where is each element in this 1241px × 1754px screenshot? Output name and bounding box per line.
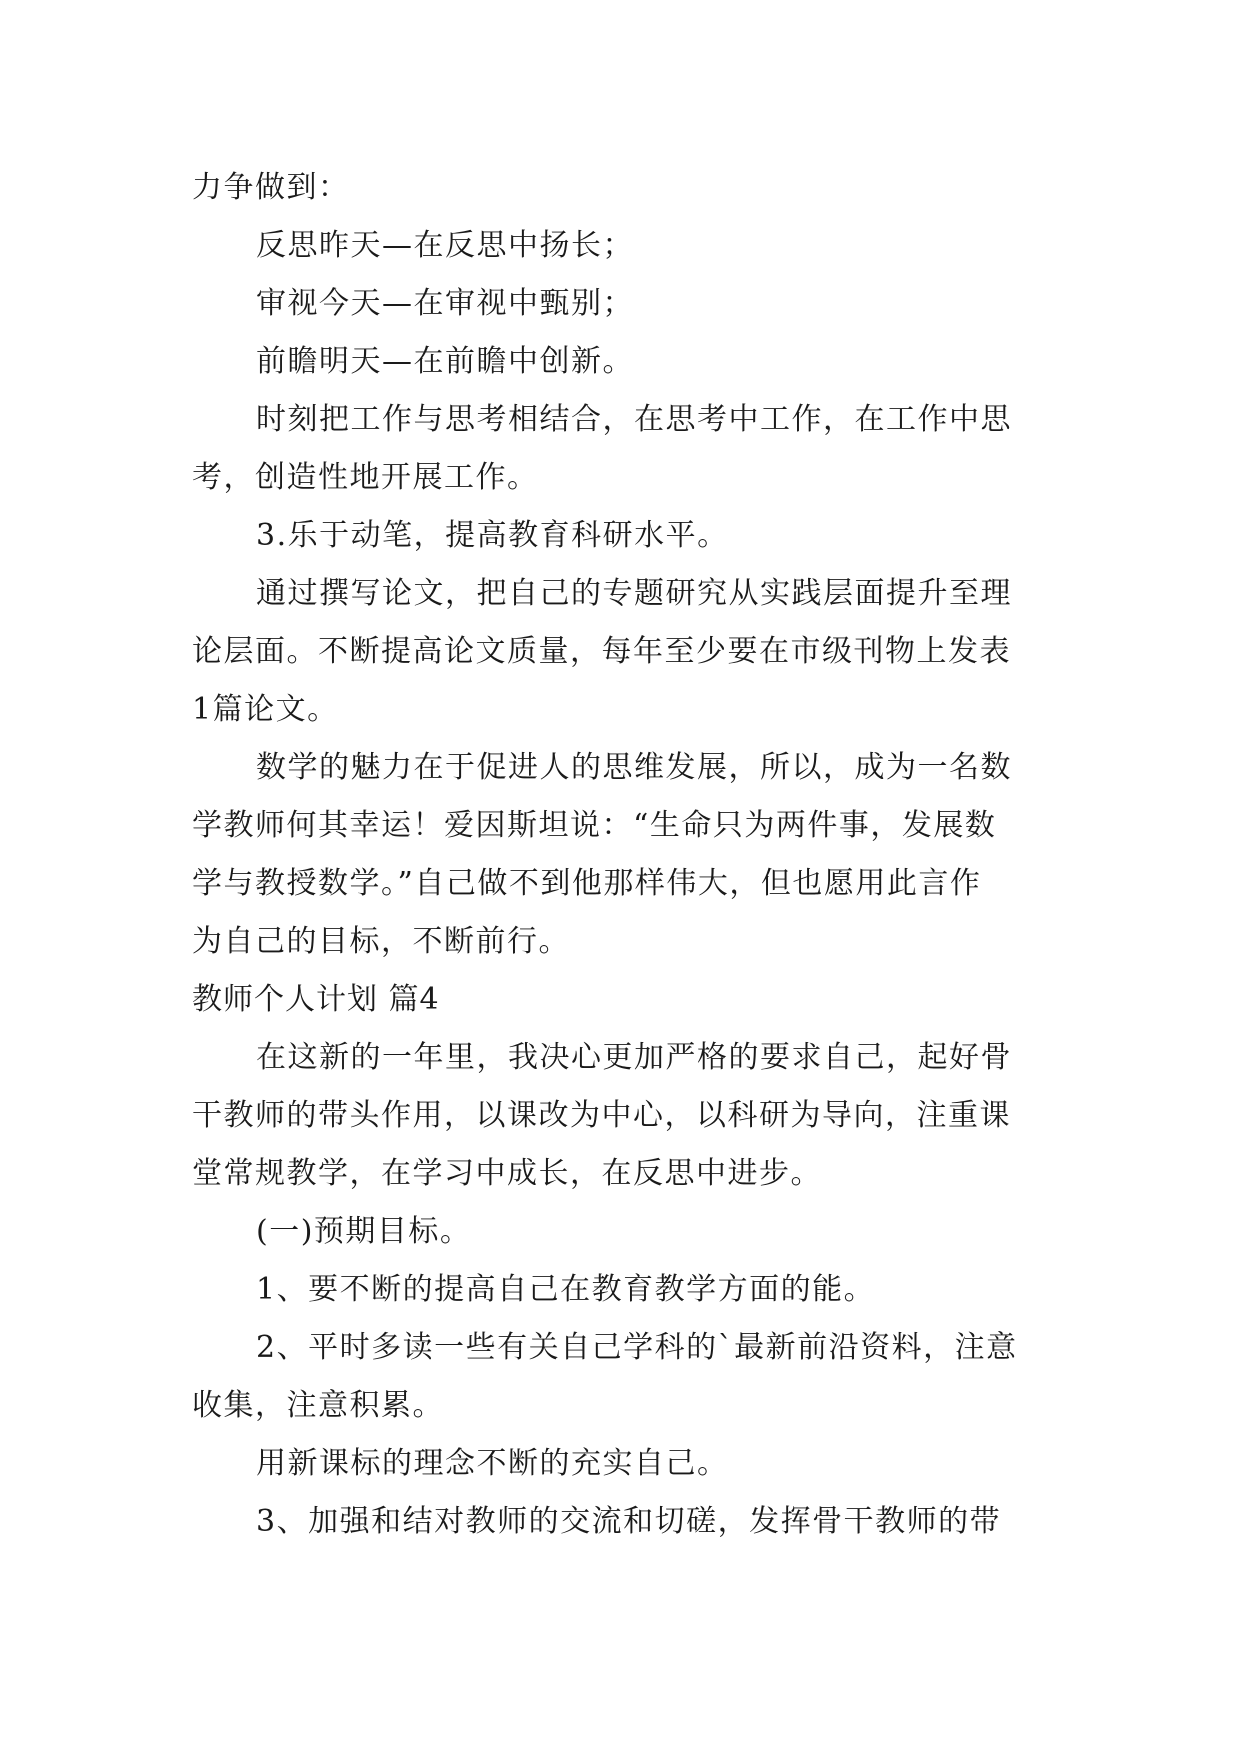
text-line: 堂常规教学，在学习中成长，在反思中进步。 xyxy=(192,1156,822,1191)
text-line: 3、加强和结对教师的交流和切磋，发挥骨干教师的带 xyxy=(256,1504,1002,1539)
text-line: 1、要不断的提高自己在教育教学方面的能。 xyxy=(256,1272,876,1307)
text-line: 时刻把工作与思考相结合，在思考中工作，在工作中思 xyxy=(256,402,1012,437)
text-line: 1篇论文。 xyxy=(192,692,339,727)
text-line: 收集，注意积累。 xyxy=(192,1388,444,1423)
text-line: 3.乐于动笔，提高教育科研水平。 xyxy=(256,518,729,553)
text-line: 论层面。不断提高论文质量，每年至少要在市级刊物上发表 xyxy=(192,634,1011,669)
text-line: 力争做到： xyxy=(192,170,350,205)
text-line: 2、平时多读一些有关自己学科的`最新前沿资料，注意 xyxy=(256,1330,1018,1365)
section-heading: 教师个人计划 篇4 xyxy=(192,982,440,1017)
text-line: 学教师何其幸运！爱因斯坦说：“生命只为两件事，发展数 xyxy=(192,808,997,843)
text-line: 通过撰写论文，把自己的专题研究从实践层面提升至理 xyxy=(256,576,1012,611)
text-line: 前瞻明天—在前瞻中创新。 xyxy=(256,344,634,379)
text-line: 干教师的带头作用，以课改为中心，以科研为导向，注重课 xyxy=(192,1098,1011,1133)
text-line: 反思昨天—在反思中扬长； xyxy=(256,228,634,263)
text-line: 用新课标的理念不断的充实自己。 xyxy=(256,1446,729,1481)
text-line: 为自己的目标，不断前行。 xyxy=(192,924,570,959)
text-line: 审视今天—在审视中甄别； xyxy=(256,286,634,321)
text-line: 学与教授数学。”自己做不到他那样伟大，但也愿用此言作 xyxy=(192,866,982,901)
text-line: 考，创造性地开展工作。 xyxy=(192,460,539,495)
text-line: (一)预期目标。 xyxy=(256,1214,472,1249)
text-line: 数学的魅力在于促进人的思维发展，所以，成为一名数 xyxy=(256,750,1012,785)
text-line: 在这新的一年里，我决心更加严格的要求自己，起好骨 xyxy=(256,1040,1012,1075)
